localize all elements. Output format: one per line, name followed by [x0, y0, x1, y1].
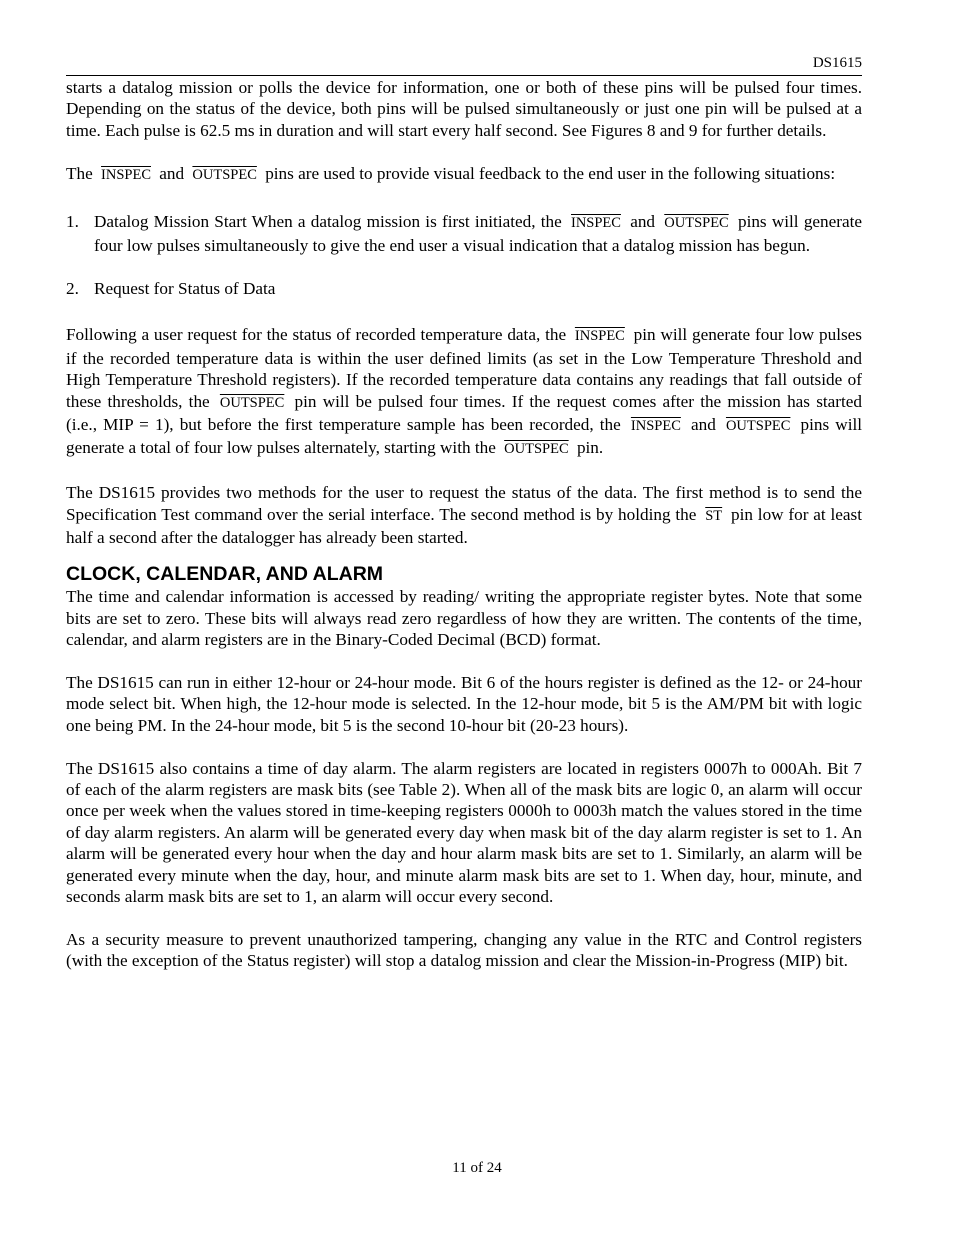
text: and [691, 415, 716, 435]
text: pin will be pulsed four times. If the request comes after the mission has started (i.e., MIP = 1), but before the first temperature sample has been recorded, the [66, 391, 863, 435]
list-item [66, 278, 862, 299]
signal-outspec: OUTSPEC [725, 418, 791, 435]
signal-outspec: OUTSPEC [192, 166, 257, 183]
document-body [66, 77, 862, 972]
header-rule [66, 75, 862, 76]
text: and [630, 212, 656, 232]
text: pin will generate four low pulses if the recorded temperature data is within the user defined limits (as set in the Low Temperature Threshold and High Temperature Threshold registers). If the recorded temperature data contains any readings that fall outside of these thresholds, the [66, 325, 862, 411]
signal-inspec: INSPEC [630, 418, 681, 435]
text: pins will generate a total of four low pulses alternately, starting with the [66, 415, 863, 458]
paragraph-security: As a security measure to prevent unauthorized tampering, changing any value in the RTC and Control registers (with the exception of the Status register) will stop a datalog mission and clear the Mission-in-Progress (MIP) bit. [66, 929, 862, 971]
signal-outspec: OUTSPEC [504, 441, 569, 458]
text: pins are used to provide visual feedback to the end user in the following situations: [265, 163, 836, 183]
header-doc-id: DS1615 [812, 55, 862, 71]
signal-st: $\overline{ST}$ [705, 507, 723, 524]
signal-inspec: INSPEC [571, 215, 621, 232]
paragraph-pulse-timing: starts a datalog mission or polls the device for information, one or both of these pins will be pulsed four times. Depending on the status of the device, both pins will be pulsed simultaneously or just one pin will be pulsed at a time. Each pulse is 62.5 ms in duration and will start every half second. See Figures 8 and 9 for further details. [66, 78, 862, 140]
text: and [159, 163, 185, 183]
signal-inspec: INSPEC [574, 328, 625, 345]
text: Following a user request for the status of recorded temperature data, the [66, 325, 567, 345]
page-number: 11 of 24 [452, 1160, 502, 1176]
list-number: 1. [66, 212, 79, 232]
paragraph-status-request [66, 324, 862, 460]
signal-outspec: OUTSPEC [664, 215, 729, 232]
text: The DS1615 provides two methods for the user to request the status of the data. The first method is to send the Specification Test command over the serial interface. The second method is by holding the [66, 483, 862, 524]
text: pins will generate four low pulses simultaneously to give the end user a visual indication that a datalog mission has begun. [94, 212, 863, 255]
list-number: 2. [66, 278, 79, 298]
list-item-text: Request for Status of Data [94, 278, 276, 298]
text: pin. [576, 438, 604, 458]
paragraph-visual-feedback [66, 163, 862, 186]
paragraph-alarm: The DS1615 also contains a time of day alarm. The alarm registers are located in registers 0007h to 000Ah. Bit 7 of each of the alarm registers are mask bits (see Table 2). When all of the mask bits are logic 0, an alarm will occur once per week when the values stored in time-keeping registers 0000h to 0003h match the values stored in the time of day alarm registers. An alarm will be generated every day when mask bit of the day alarm register is set to 1. An alarm will be generated every hour when the day and hour alarm mask bits are set to 1. Similarly, an alarm will be generated every minute when the day, hour, and minute alarm mask bits are set to 1. When day, hour, minute, and seconds alarm mask bits are set to 1, an alarm will occur every second. [66, 758, 862, 907]
text: The [66, 163, 93, 183]
signal-inspec: INSPEC [101, 166, 151, 183]
text: Datalog Mission Start When a datalog mission is first initiated, the [94, 212, 562, 232]
paragraph-time-calendar: The time and calendar information is accessed by reading/ writing the appropriate register bytes. Note that some bits are set to zero. These bits will always read zero regardless of how they are written. The contents of the time, calendar, and alarm registers are in the Binary-Coded Decimal (BCD) format. [66, 587, 862, 650]
list-item-text [94, 211, 862, 256]
list-item [66, 211, 862, 256]
section-heading: CLOCK, CALENDAR, AND ALARM [66, 563, 384, 586]
text: pin low for at least half a second after the datalogger has already been started. [66, 504, 863, 548]
paragraph-hour-mode: The DS1615 can run in either 12-hour or 24-hour mode. Bit 6 of the hours register is defined as the 12- or 24-hour mode select bit. When high, the 12-hour mode is selected. In the 12-hour mode, bit 5 is the AM/PM bit with logic one being PM. In the 24-hour mode, bit 5 is the second 10-hour bit (20-23 hours). [66, 673, 862, 735]
paragraph-status-methods [66, 482, 862, 548]
signal-outspec: OUTSPEC [219, 394, 285, 411]
